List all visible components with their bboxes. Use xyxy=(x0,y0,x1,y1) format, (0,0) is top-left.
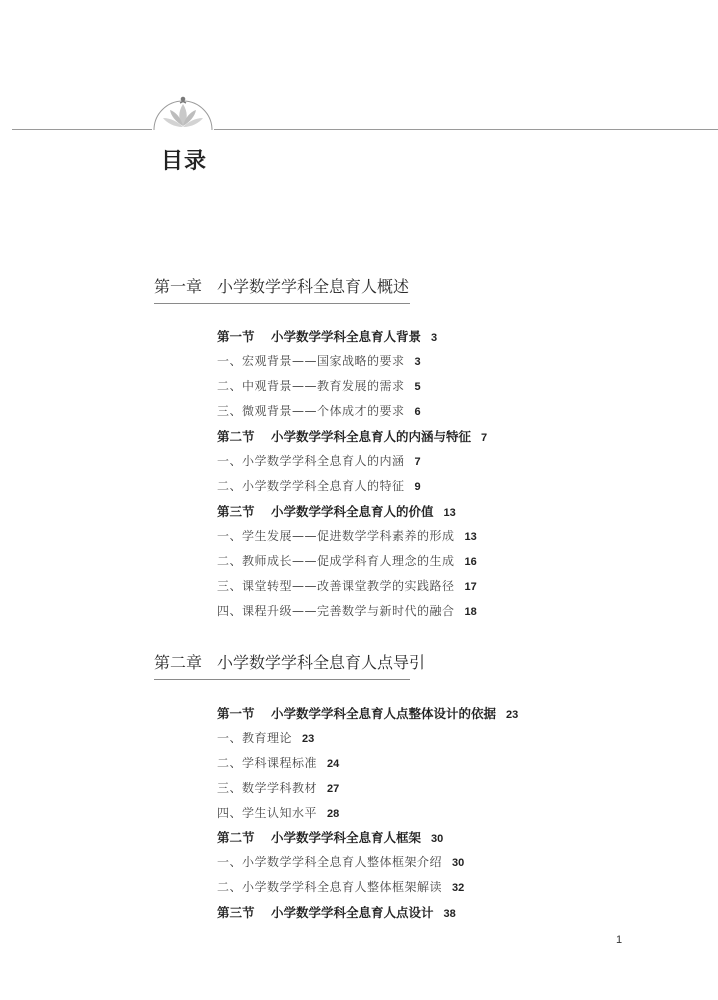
page-ref: 27 xyxy=(327,783,340,795)
item-title: 二、教师成长——促成学科育人理念的生成 xyxy=(217,554,455,568)
page-title: 目录 xyxy=(161,148,208,174)
lotus-icon xyxy=(152,92,214,132)
section-number: 第三节 xyxy=(217,504,255,519)
chapter-number: 第一章 xyxy=(154,277,203,296)
chapter-heading[interactable] xyxy=(154,650,426,680)
toc-item[interactable] xyxy=(217,878,464,895)
item-title: 二、学科课程标准 xyxy=(217,756,318,770)
page-ref: 24 xyxy=(327,758,340,770)
page-ref: 30 xyxy=(452,857,465,869)
section-number: 第二节 xyxy=(217,429,255,444)
toc-item[interactable] xyxy=(217,754,339,771)
toc-item[interactable] xyxy=(217,402,421,419)
toc-section[interactable] xyxy=(217,828,443,846)
toc-section[interactable] xyxy=(217,903,456,921)
page-ref: 23 xyxy=(302,733,315,745)
toc-item[interactable] xyxy=(217,729,314,746)
item-title: 一、宏观背景——国家战略的要求 xyxy=(217,354,405,368)
chapter-number: 第二章 xyxy=(154,653,203,672)
toc-item[interactable] xyxy=(217,527,477,544)
item-title: 一、教育理论 xyxy=(217,731,293,745)
page-ref: 38 xyxy=(443,908,456,920)
section-title: 小学数学学科全息育人的内涵与特征 xyxy=(271,429,472,444)
item-title: 一、小学数学学科全息育人的内涵 xyxy=(217,454,405,468)
item-title: 二、中观背景——教育发展的需求 xyxy=(217,379,405,393)
item-title: 一、小学数学学科全息育人整体框架介绍 xyxy=(217,855,443,869)
page-ref: 6 xyxy=(414,406,421,418)
item-title: 二、小学数学学科全息育人的特征 xyxy=(217,479,405,493)
item-title: 四、学生认知水平 xyxy=(217,806,318,820)
item-title: 三、数学学科教材 xyxy=(217,781,318,795)
toc-section[interactable] xyxy=(217,502,456,520)
section-number: 第一节 xyxy=(217,706,255,721)
page-ref: 18 xyxy=(464,606,477,618)
toc-item[interactable] xyxy=(217,477,421,494)
page-number: 1 xyxy=(616,934,623,946)
page-ref: 9 xyxy=(414,481,421,493)
chapter-title: 小学数学学科全息育人点导引 xyxy=(217,653,426,672)
page-ref: 28 xyxy=(327,808,340,820)
toc-item[interactable] xyxy=(217,853,464,870)
page-ref: 32 xyxy=(452,882,465,894)
page-ref: 3 xyxy=(431,332,438,344)
toc-item[interactable] xyxy=(217,602,477,619)
section-title: 小学数学学科全息育人框架 xyxy=(271,830,422,845)
item-title: 一、学生发展——促进数学学科素养的形成 xyxy=(217,529,455,543)
item-title: 三、课堂转型——改善课堂教学的实践路径 xyxy=(217,579,455,593)
toc-item[interactable] xyxy=(217,352,421,369)
toc-item[interactable] xyxy=(217,577,477,594)
chapter-title: 小学数学学科全息育人概述 xyxy=(217,277,410,296)
lotus-emblem xyxy=(152,92,214,130)
section-title: 小学数学学科全息育人背景 xyxy=(271,329,422,344)
toc-section[interactable] xyxy=(217,704,518,722)
page-ref: 7 xyxy=(414,456,421,468)
item-title: 三、微观背景——个体成才的要求 xyxy=(217,404,405,418)
toc-item[interactable] xyxy=(217,804,339,821)
page-ref: 16 xyxy=(464,556,477,568)
section-number: 第一节 xyxy=(217,329,255,344)
page-ref: 17 xyxy=(464,581,477,593)
item-title: 二、小学数学学科全息育人整体框架解读 xyxy=(217,880,443,894)
toc-item[interactable] xyxy=(217,452,421,469)
page-ref: 3 xyxy=(414,356,421,368)
header-rule xyxy=(12,129,718,130)
section-title: 小学数学学科全息育人点设计 xyxy=(271,905,434,920)
section-number: 第三节 xyxy=(217,905,255,920)
chapter-heading[interactable] xyxy=(154,274,410,304)
section-number: 第二节 xyxy=(217,830,255,845)
toc-item[interactable] xyxy=(217,779,339,796)
section-title: 小学数学学科全息育人点整体设计的依据 xyxy=(271,706,497,721)
page-ref: 5 xyxy=(414,381,421,393)
item-title: 四、课程升级——完善数学与新时代的融合 xyxy=(217,604,455,618)
page-ref: 7 xyxy=(481,432,488,444)
page-ref: 30 xyxy=(431,833,444,845)
toc-section[interactable] xyxy=(217,427,487,445)
page-ref: 13 xyxy=(464,531,477,543)
toc-item[interactable] xyxy=(217,552,477,569)
toc-section[interactable] xyxy=(217,327,437,345)
page-ref: 13 xyxy=(443,507,456,519)
section-title: 小学数学学科全息育人的价值 xyxy=(271,504,434,519)
toc-item[interactable] xyxy=(217,377,421,394)
page-ref: 23 xyxy=(506,709,519,721)
